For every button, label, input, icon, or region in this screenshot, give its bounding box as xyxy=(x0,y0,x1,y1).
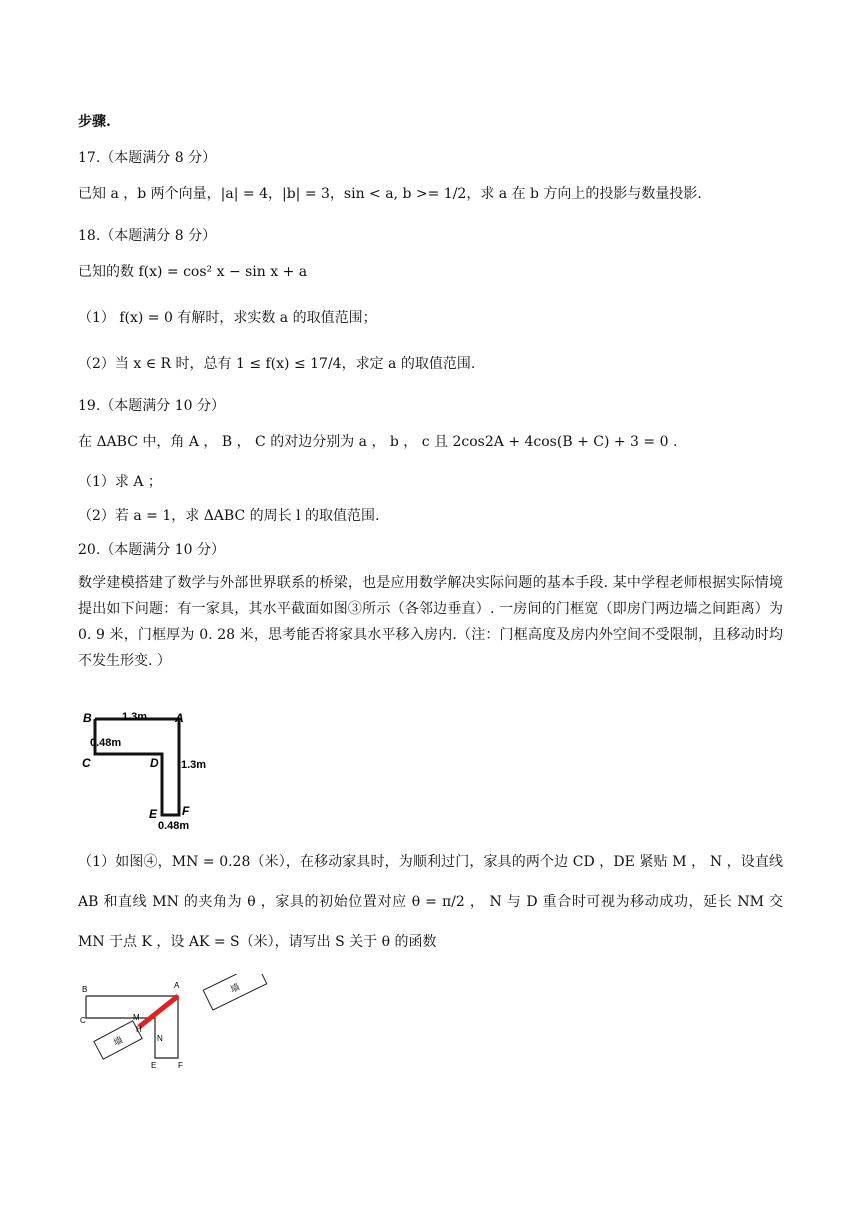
figure-3-furniture xyxy=(78,708,238,832)
fig4-label-H: H xyxy=(136,1025,142,1034)
fig3-label-C: C xyxy=(82,756,91,770)
fig3-label-B: B xyxy=(83,711,92,725)
fig4-label-A: A xyxy=(174,981,180,990)
fig3-dim-top: 1.3m xyxy=(122,711,148,723)
q20-part1: （1）如图④，MN = 0.28（米），在移动家具时，为顺利过门，家具的两个边 CD ，DE 紧贴 M ， N ，设直线 AB 和直线 MN 的夹角为 θ ，家具的初始位置对应 θ = π/2 ， N 与 D 重合时可视为移动成功，延长 NM 交 MN 于点 K ，设 AK = S（米），请写出 S 关于 θ 的函数 xyxy=(78,854,783,950)
q19-part1: （1）求 A ； xyxy=(78,474,162,490)
q19-text: 在 ΔABC 中，角 A ， B ， C 的对边分别为 a ， b ， c 且 2cos2A + 4cos(B + C) + 3 = 0 . xyxy=(78,434,678,450)
steps-heading: 步骤. xyxy=(78,114,111,130)
q20-title: 20.（本题满分 10 分） xyxy=(78,542,225,558)
fig4-label-N: N xyxy=(157,1034,163,1043)
fig4-label-M: M xyxy=(133,1013,140,1022)
fig3-dim-bottom: 0.48m xyxy=(158,820,190,832)
q19-part2: （2）若 a = 1，求 ΔABC 的周长 l 的取值范围. xyxy=(78,508,380,524)
fig3-label-A: A xyxy=(175,711,184,725)
fig4-label-E: E xyxy=(151,1061,157,1070)
q18-part2: （2）当 x ∈ R 时，总有 1 ≤ f(x) ≤ 17/4，求定 a 的取值范围. xyxy=(78,356,476,372)
fig4-label-C: C xyxy=(80,1016,86,1025)
fig3-label-F: F xyxy=(182,804,190,818)
q19-title: 19.（本题满分 10 分） xyxy=(78,398,225,414)
fig3-dim-left: 0.48m xyxy=(90,737,122,749)
fig3-label-E: E xyxy=(149,807,158,821)
figure-4-moving-diagram xyxy=(78,974,278,1074)
q20-paragraph: 数学建模搭建了数学与外部世界联系的桥梁，也是应用数学解决实际问题的基本手段. 某中学程老师根据实际情境提出如下问题：有一家具，其水平截面如图③所示（各邻边垂直）. 一房间的门框宽（即房门两边墙之间距离）为 0. 9 米，门框厚为 0. 28 米，思考能否将家具水平移入房内.（注：门框高度及房内外空间不受限制，且移动时均不发生形变. ） xyxy=(78,575,783,669)
q18-title: 18.（本题满分 8 分） xyxy=(78,228,217,244)
q18-part1: （1） f(x) = 0 有解时，求实数 a 的取值范围； xyxy=(78,310,377,326)
fig4-wall-label-right: 墙 xyxy=(228,981,242,995)
fig3-label-D: D xyxy=(150,756,159,770)
q17-text xyxy=(78,184,702,204)
fig4-label-F: F xyxy=(178,1061,183,1070)
fig3-dim-right: 1.3m xyxy=(181,759,207,771)
q18-function: 已知的数 f(x) = cos² x − sin x + a xyxy=(78,264,308,280)
q17-body: 已知 a ，b 两个向量，|a| = 4，|b| = 3，sin < a, b >= 1/2，求 a 在 b 方向上的投影与数量投影. xyxy=(78,186,702,202)
fig4-wall-label-left: 墙 xyxy=(111,1034,125,1048)
fig4-label-B: B xyxy=(82,985,88,994)
q17-title: 17.（本题满分 8 分） xyxy=(78,150,217,166)
